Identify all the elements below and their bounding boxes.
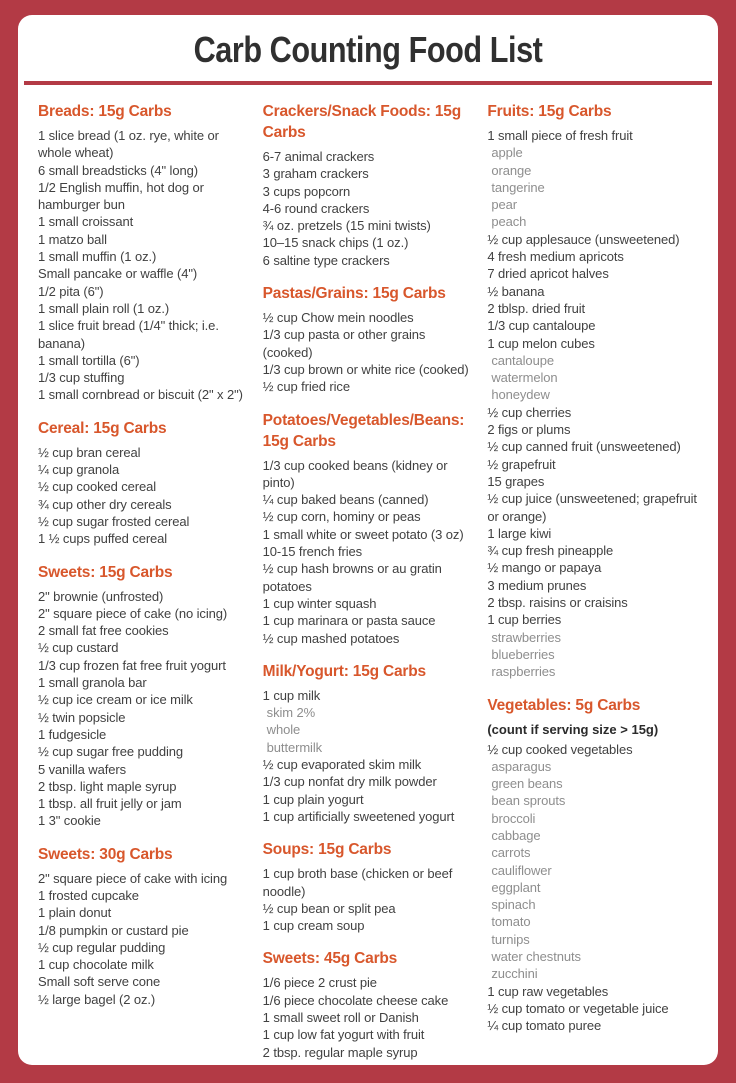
food-sub-item: strawberries bbox=[491, 629, 561, 645]
food-item: 1 cup plain yogurt bbox=[262, 791, 364, 807]
food-item: 1/2 English muffin, hot dog or hamburger bun bbox=[38, 179, 204, 213]
food-item: ¼ cup baked beans (canned) bbox=[262, 492, 429, 508]
food-item: 1 ½ cups puffed cereal bbox=[38, 531, 168, 547]
food-item: 1/6 piece chocolate cheese cake bbox=[262, 992, 449, 1008]
food-item: 1 cup cream soup bbox=[262, 918, 365, 934]
food-item: 1 cup raw vegetables bbox=[487, 983, 609, 999]
food-item: 1 slice bread (1 oz. rye, white or whole wheat) bbox=[38, 128, 219, 161]
food-item: 7 dried apricot halves bbox=[487, 266, 609, 282]
food-item: 4 fresh medium apricots bbox=[487, 249, 624, 265]
food-sub-item: buttermilk bbox=[266, 739, 323, 755]
food-item: 6-7 animal crackers bbox=[262, 149, 375, 164]
food-item: 2 figs or plums bbox=[487, 422, 571, 438]
food-sub-item: apple bbox=[491, 145, 523, 161]
food-item: 1 cup broth base (chicken or beef noodle) bbox=[262, 866, 453, 899]
food-section bbox=[263, 839, 474, 934]
food-item: 1/3 cup nonfat dry milk powder bbox=[262, 774, 437, 790]
food-sub-item: cabbage bbox=[491, 827, 541, 843]
columns-container bbox=[18, 85, 718, 1065]
section-header: Potatoes/Vegetables/Beans: 15g Carbs bbox=[262, 411, 465, 450]
food-item: 4-6 round crackers bbox=[262, 200, 370, 216]
food-sub-item: eggplant bbox=[491, 879, 541, 895]
food-item: ½ cup Chow mein noodles bbox=[262, 310, 414, 326]
food-sub-item: turnips bbox=[491, 931, 530, 947]
section-header: Soups: 15g Carbs bbox=[262, 841, 392, 859]
food-item: 1 cup milk bbox=[262, 687, 321, 703]
food-item: ½ cup custard bbox=[38, 640, 119, 656]
food-item: 2" square piece of cake with icing bbox=[38, 870, 228, 886]
food-item: 1 slice fruit bread (1/4" thick; i.e. banana) bbox=[38, 318, 219, 351]
food-item: ½ cup fried rice bbox=[262, 379, 350, 395]
food-sub-item: honeydew bbox=[491, 387, 550, 403]
food-item: ½ cup evaporated skim milk bbox=[262, 757, 422, 773]
food-item: 1 cup winter squash bbox=[262, 595, 377, 611]
food-item: 3 cups popcorn bbox=[262, 183, 351, 199]
food-item: 1 small tortilla (6") bbox=[38, 352, 140, 368]
food-item: 1/3 cup pasta or other grains (cooked) bbox=[262, 327, 426, 360]
food-item: ½ cup sugar frosted cereal bbox=[38, 513, 190, 529]
food-sub-item: asparagus bbox=[491, 758, 552, 774]
food-item: ¼ cup tomato puree bbox=[487, 1018, 602, 1034]
section-header: Breads: 15g Carbs bbox=[38, 103, 172, 120]
food-sub-item: cauliflower bbox=[491, 862, 552, 878]
food-item: 1 small muffin (1 oz.) bbox=[38, 249, 157, 265]
food-item: 1/3 cup stuffing bbox=[38, 370, 125, 386]
food-sub-item: cantaloupe bbox=[491, 352, 554, 368]
food-item: 1 cup chocolate milk bbox=[38, 957, 154, 973]
food-item: 1 large kiwi bbox=[487, 525, 552, 541]
food-section bbox=[38, 562, 249, 830]
food-item: ½ cup cooked cereal bbox=[38, 479, 157, 495]
food-item: 1/3 cup cooked beans (kidney or pinto) bbox=[262, 457, 448, 490]
section-header: Pastas/Grains: 15g Carbs bbox=[262, 285, 446, 303]
food-item: 1 small piece of fresh fruit bbox=[487, 128, 633, 143]
food-item: ½ twin popsicle bbox=[38, 709, 126, 725]
food-section bbox=[487, 101, 698, 681]
food-item: ½ cup tomato or vegetable juice bbox=[487, 1000, 669, 1016]
food-sub-item: tomato bbox=[491, 914, 531, 930]
section-header: Milk/Yogurt: 15g Carbs bbox=[262, 662, 426, 680]
food-item: 2 tbsp. regular maple syrup bbox=[262, 1044, 418, 1060]
food-item: 1 matzo ball bbox=[38, 231, 107, 247]
food-section bbox=[487, 695, 698, 1035]
food-item: ½ cup cooked vegetables bbox=[487, 741, 633, 757]
section-note: (count if serving size > 15g) bbox=[487, 721, 659, 737]
food-item: ½ mango or papaya bbox=[487, 560, 602, 576]
food-item: 1 cup artificially sweetened yogurt bbox=[262, 808, 455, 824]
food-item: ½ cup sugar free pudding bbox=[38, 744, 184, 760]
food-item: 5 vanilla wafers bbox=[38, 761, 126, 777]
food-section bbox=[38, 101, 249, 404]
food-item: 2 tbsp. light maple syrup bbox=[38, 778, 177, 794]
food-sub-item: bean sprouts bbox=[491, 793, 566, 809]
food-section bbox=[38, 418, 249, 548]
page-title: Carb Counting Food List bbox=[193, 29, 543, 70]
column-3 bbox=[487, 101, 698, 1065]
food-item: 1 plain donut bbox=[38, 905, 112, 921]
food-item: ½ cup juice (unsweetened; grapefruit or orange) bbox=[487, 491, 697, 524]
food-item: ½ cup cherries bbox=[487, 404, 572, 420]
food-item: 1/8 pumpkin or custard pie bbox=[38, 922, 189, 938]
food-item: ½ cup ice cream or ice milk bbox=[38, 692, 193, 708]
section-header: Crackers/Snack Foods: 15g Carbs bbox=[262, 103, 461, 141]
food-item: ½ grapefruit bbox=[487, 456, 556, 472]
food-item: 1 fudgesicle bbox=[38, 726, 107, 742]
food-item: 6 small breadsticks (4" long) bbox=[38, 162, 198, 178]
food-item: 1 small cornbread or biscuit (2" x 2") bbox=[38, 387, 243, 403]
food-item: 1/3 cup frozen fat free fruit yogurt bbox=[38, 657, 226, 673]
food-item: ½ cup applesauce (unsweetened) bbox=[487, 231, 680, 247]
column-2 bbox=[263, 101, 474, 1065]
food-item: 2 tblsp. dried fruit bbox=[487, 300, 586, 316]
food-item: 1/6 piece 2 crust pie bbox=[262, 975, 377, 991]
food-item: 2 tbsp. raisins or craisins bbox=[487, 595, 628, 611]
food-sub-item: green beans bbox=[491, 776, 563, 792]
food-item: 6 saltine type crackers bbox=[262, 252, 390, 268]
food-item: 2" square piece of cake (no icing) bbox=[38, 605, 228, 621]
food-item: 3 graham crackers bbox=[262, 166, 369, 182]
food-item: ½ cup corn, hominy or peas bbox=[262, 509, 421, 525]
food-sub-item: blueberries bbox=[491, 646, 555, 662]
food-section bbox=[263, 101, 474, 269]
section-header: Sweets: 15g Carbs bbox=[38, 563, 173, 581]
food-item: 10–15 snack chips (1 oz.) bbox=[262, 235, 409, 251]
food-item: 1 small granola bar bbox=[38, 675, 147, 691]
food-item: 1/3 cup brown or white rice (cooked) bbox=[262, 361, 469, 377]
food-item: ½ cup bran cereal bbox=[38, 444, 141, 460]
food-item: 1 cup melon cubes bbox=[487, 335, 595, 351]
food-section bbox=[263, 661, 474, 825]
food-item: 15 grapes bbox=[487, 473, 545, 489]
food-item: ½ cup mashed potatoes bbox=[262, 630, 400, 646]
section-header: Fruits: 15g Carbs bbox=[487, 103, 612, 120]
food-item: 10-15 french fries bbox=[262, 544, 363, 560]
food-sub-item: peach bbox=[491, 214, 527, 230]
food-item: 1/2 pita (6") bbox=[38, 283, 104, 299]
section-header: Cereal: 15g Carbs bbox=[38, 419, 167, 437]
food-item: 1 cup marinara or pasta sauce bbox=[262, 613, 436, 629]
food-item: 3 medium prunes bbox=[487, 577, 587, 593]
column-1 bbox=[38, 101, 249, 1065]
food-sub-item: tangerine bbox=[491, 179, 545, 195]
food-section bbox=[263, 948, 474, 1060]
food-item: 1 frosted cupcake bbox=[38, 887, 139, 903]
food-item: ¾ oz. pretzels (15 mini twists) bbox=[262, 218, 431, 234]
food-item: 1 small white or sweet potato (3 oz) bbox=[262, 526, 464, 542]
food-item: ¼ cup granola bbox=[38, 462, 120, 478]
food-item: ½ cup regular pudding bbox=[38, 939, 166, 955]
food-item: 1 small croissant bbox=[38, 214, 134, 230]
food-item: 2 small fat free cookies bbox=[38, 623, 169, 639]
food-sub-item: skim 2% bbox=[266, 705, 316, 721]
food-section bbox=[263, 410, 474, 647]
food-item: 1 cup low fat yogurt with fruit bbox=[262, 1027, 425, 1043]
food-sub-item: water chestnuts bbox=[491, 949, 581, 965]
food-item: ½ banana bbox=[487, 283, 545, 299]
food-sub-item: spinach bbox=[491, 897, 536, 913]
food-item: Small pancake or waffle (4") bbox=[38, 266, 198, 282]
food-item: 1 small sweet roll or Danish bbox=[262, 1009, 419, 1025]
food-item: 1 3" cookie bbox=[38, 813, 101, 829]
food-sub-item: watermelon bbox=[491, 370, 558, 386]
food-sub-item: whole bbox=[266, 722, 301, 738]
document-card bbox=[18, 15, 718, 1065]
food-item: ½ cup bean or split pea bbox=[262, 900, 396, 916]
food-section bbox=[38, 844, 249, 1008]
food-item: Small soft serve cone bbox=[38, 974, 161, 990]
food-sub-item: pear bbox=[491, 197, 517, 213]
food-sub-item: carrots bbox=[491, 845, 531, 861]
food-item: ½ cup canned fruit (unsweetened) bbox=[487, 439, 681, 455]
food-item: 2" brownie (unfrosted) bbox=[38, 588, 164, 604]
food-item: ¾ cup fresh pineapple bbox=[487, 543, 614, 559]
food-item: ½ cup hash browns or au gratin potatoes bbox=[262, 561, 442, 594]
section-header: Sweets: 30g Carbs bbox=[38, 845, 173, 863]
food-sub-item: broccoli bbox=[491, 810, 536, 826]
food-item: ½ large bagel (2 oz.) bbox=[38, 991, 156, 1007]
food-item: 1/3 cup cantaloupe bbox=[487, 318, 596, 334]
food-sub-item: zucchini bbox=[491, 966, 538, 982]
food-item: 1 tbsp. all fruit jelly or jam bbox=[38, 796, 182, 812]
food-item: ¾ cup other dry cereals bbox=[38, 496, 172, 512]
food-sub-item: raspberries bbox=[491, 664, 556, 680]
food-item: 1 cup berries bbox=[487, 612, 562, 628]
food-sub-item: orange bbox=[491, 162, 532, 178]
food-item: 1 small plain roll (1 oz.) bbox=[38, 300, 170, 316]
food-section bbox=[263, 283, 474, 395]
section-header: Sweets: 45g Carbs bbox=[262, 950, 398, 968]
section-header: Vegetables: 5g Carbs bbox=[487, 696, 641, 714]
